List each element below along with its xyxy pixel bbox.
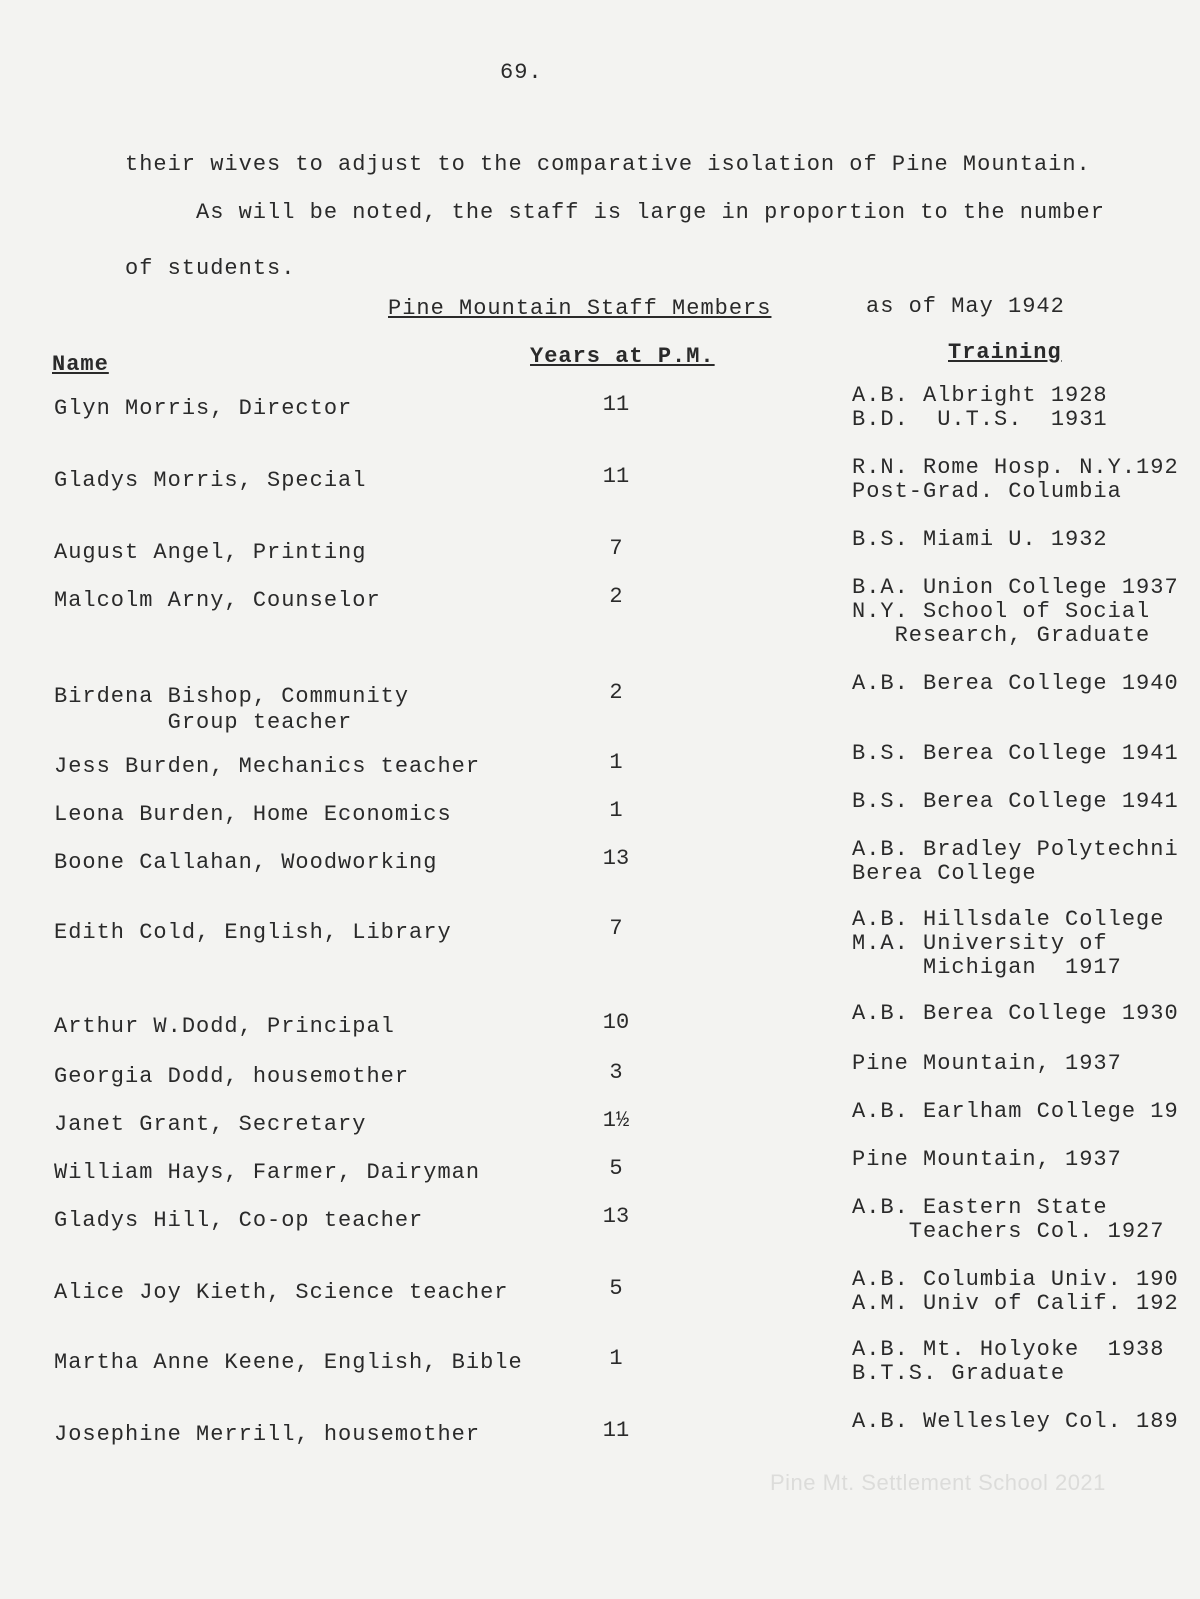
years-at-pm: 1 (609, 798, 623, 823)
staff-name: Birdena Bishop, Community Group teacher (54, 684, 410, 735)
staff-name: Janet Grant, Secretary (54, 1112, 367, 1137)
paragraph-line-1: their wives to adjust to the comparative isolation of Pine Mountain. (125, 152, 1091, 177)
table-row (0, 1196, 1200, 1248)
watermark: Pine Mt. Settlement School 2021 (770, 1470, 1106, 1495)
years-at-pm: 1 (609, 1346, 623, 1371)
table-row (0, 908, 1200, 980)
staff-name: Malcolm Arny, Counselor (54, 588, 381, 613)
years-at-pm: 5 (609, 1156, 623, 1181)
training: A.B. Earlham College 19 (852, 1100, 1179, 1124)
table-row (0, 672, 1200, 735)
staff-name: Georgia Dodd, housemother (54, 1064, 410, 1089)
training: A.B. Bradley Polytechni Berea College (852, 838, 1179, 886)
staff-name: Jess Burden, Mechanics teacher (54, 754, 481, 779)
table-row (0, 528, 1200, 580)
years-at-pm: 7 (609, 916, 623, 941)
training: A.B. Albright 1928 B.D. U.T.S. 1931 (852, 384, 1108, 432)
training: B.S. Miami U. 1932 (852, 528, 1108, 552)
table-title: Pine Mountain Staff Members (388, 296, 772, 321)
column-header-name: Name (52, 352, 109, 377)
staff-name: August Angel, Printing (54, 540, 367, 565)
staff-name: Edith Cold, English, Library (54, 920, 452, 945)
page-number: 69. (500, 60, 543, 85)
staff-name: William Hays, Farmer, Dairyman (54, 1160, 481, 1185)
training: B.A. Union College 1937 N.Y. School of Social Research, Graduate (852, 576, 1179, 648)
training: A.B. Eastern State Teachers Col. 1927 (852, 1196, 1165, 1244)
staff-name: Glyn Morris, Director (54, 396, 353, 421)
years-at-pm: 1 (609, 750, 623, 775)
staff-name: Gladys Morris, Special (54, 468, 367, 493)
years-at-pm: 2 (609, 584, 623, 609)
table-row (0, 1100, 1200, 1152)
table-row (0, 790, 1200, 842)
training: B.S. Berea College 1941 (852, 742, 1179, 766)
years-at-pm: 13 (602, 846, 630, 871)
years-at-pm: 13 (602, 1204, 630, 1229)
training: A.B. Mt. Holyoke 1938 B.T.S. Graduate (852, 1338, 1165, 1386)
column-header-training: Training (948, 340, 1062, 365)
training: A.B. Wellesley Col. 189 (852, 1410, 1179, 1434)
table-row (0, 838, 1200, 890)
years-at-pm: 11 (602, 464, 630, 489)
table-row (0, 576, 1200, 648)
paragraph-line-2: As will be noted, the staff is large in proportion to the number (196, 200, 1105, 225)
staff-name: Gladys Hill, Co-op teacher (54, 1208, 424, 1233)
staff-name: Leona Burden, Home Economics (54, 802, 452, 827)
training: Pine Mountain, 1937 (852, 1052, 1122, 1076)
column-header-years: Years at P.M. (530, 344, 715, 369)
training: A.B. Berea College 1940 (852, 672, 1179, 696)
table-row (0, 384, 1200, 436)
staff-name: Martha Anne Keene, English, Bible (54, 1350, 523, 1375)
table-row (0, 1052, 1200, 1104)
staff-name: Boone Callahan, Woodworking (54, 850, 438, 875)
years-at-pm: 5 (609, 1276, 623, 1301)
years-at-pm: 11 (602, 392, 630, 417)
training: R.N. Rome Hosp. N.Y.192 Post-Grad. Columbia (852, 456, 1179, 504)
staff-name: Josephine Merrill, housemother (54, 1422, 481, 1447)
table-row (0, 1338, 1200, 1390)
table-row (0, 1148, 1200, 1200)
table-row (0, 1410, 1200, 1462)
table-row (0, 456, 1200, 508)
table-date: as of May 1942 (866, 294, 1065, 319)
years-at-pm: 1½ (602, 1108, 630, 1133)
paragraph-line-3: of students. (125, 256, 296, 281)
staff-name: Alice Joy Kieth, Science teacher (54, 1280, 509, 1305)
years-at-pm: 2 (609, 680, 623, 705)
training: B.S. Berea College 1941 (852, 790, 1179, 814)
training: A.B. Columbia Univ. 190 A.M. Univ of Calif. 192 (852, 1268, 1179, 1316)
table-row (0, 1002, 1200, 1054)
table-row (0, 1268, 1200, 1320)
training: A.B. Hillsdale College M.A. University of Michigan 1917 (852, 908, 1165, 980)
years-at-pm: 3 (609, 1060, 623, 1085)
years-at-pm: 10 (602, 1010, 630, 1035)
training: A.B. Berea College 1930 (852, 1002, 1179, 1026)
training: Pine Mountain, 1937 (852, 1148, 1122, 1172)
table-row (0, 742, 1200, 794)
years-at-pm: 11 (602, 1418, 630, 1443)
staff-name: Arthur W.Dodd, Principal (54, 1014, 395, 1039)
years-at-pm: 7 (609, 536, 623, 561)
